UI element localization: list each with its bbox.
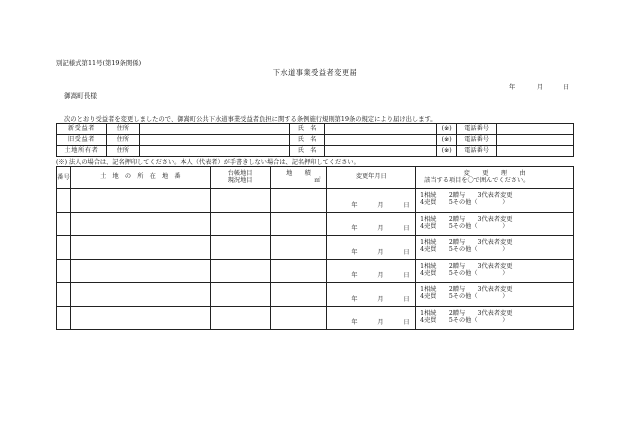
ledger-header-1: 台帳地目 [227,169,253,177]
reason-cell[interactable] [416,259,574,283]
row-number-cell[interactable] [57,283,71,307]
date-day-label: 日 [563,84,570,91]
name-field[interactable] [325,124,437,135]
seal-label: (※) [437,124,457,135]
location-cell[interactable] [70,259,210,283]
persons-table [56,123,574,157]
no-header: 番号 [57,167,71,189]
name-label: 氏 名 [289,135,325,146]
date-year-unit: 年 [351,295,358,303]
area-cell[interactable] [270,259,327,283]
seal-label: (※) [437,146,457,157]
address-label: 住所 [106,124,139,135]
date-month-unit: 月 [377,225,384,233]
ledger-cell[interactable] [210,189,270,213]
reason-options-line1: 1相続 2贈与 3代表者変更 [420,192,513,200]
seal-label: (※) [437,135,457,146]
table-row [57,306,574,330]
phone-field[interactable] [497,135,574,146]
date-year-unit: 年 [351,201,358,209]
name-label: 氏 名 [289,124,325,135]
area-cell[interactable] [270,306,327,330]
area-cell[interactable] [270,283,327,307]
role-label: 土地所有者 [57,146,107,157]
change-date-cell[interactable] [327,189,416,213]
note-text: (※) 法人の場合は、記名押印してください。本人（代表者）が手書きしない場合は、記名押印してください。 [56,159,360,166]
address-field[interactable] [139,124,289,135]
person-row-old [57,135,574,146]
address-field[interactable] [139,135,289,146]
addressee: 御嵩町長様 [64,92,97,100]
row-number-cell[interactable] [57,212,71,236]
intro-text: 次のとおり受益者を変更しましたので、御嵩町公共下水道事業受益者負担に関する条例施行規則第19条の規定により届け出します。 [64,116,437,123]
date-day-unit: 日 [403,295,410,303]
area-cell[interactable] [270,189,327,213]
reason-cell[interactable] [416,212,574,236]
location-cell[interactable] [70,306,210,330]
date-day-unit: 日 [403,201,410,209]
ledger-cell[interactable] [210,236,270,260]
person-row-new [57,124,574,135]
reason-options-line2: 4売買 5その他（ ） [420,246,509,254]
table-row [57,189,574,213]
land-table-header [57,167,574,189]
phone-label: 電話番号 [457,124,497,135]
phone-label: 電話番号 [457,146,497,157]
location-cell[interactable] [70,283,210,307]
date-year-unit: 年 [351,319,358,327]
reason-options-line1: 1相続 2贈与 3代表者変更 [420,239,513,247]
table-row [57,212,574,236]
row-number-cell[interactable] [57,259,71,283]
date-year-unit: 年 [351,248,358,256]
area-unit: ㎡ [314,176,321,184]
reason-options-line1: 1相続 2贈与 3代表者変更 [420,215,513,223]
role-label: 旧受益者 [57,135,107,146]
date-month-unit: 月 [377,295,384,303]
date-year-unit: 年 [351,272,358,280]
change-date-header: 変更年月日 [327,167,416,189]
area-header [270,167,327,189]
reason-header [416,167,574,189]
reason-options-line2: 4売買 5その他（ ） [420,293,509,301]
date-day-unit: 日 [403,272,410,280]
table-row [57,236,574,260]
role-label: 新受益者 [57,124,107,135]
reason-cell[interactable] [416,283,574,307]
date-day-unit: 日 [403,248,410,256]
change-date-cell[interactable] [327,236,416,260]
land-table [56,166,574,330]
reason-cell[interactable] [416,306,574,330]
person-row-owner [57,146,574,157]
area-cell[interactable] [270,236,327,260]
reason-header-title: 変 更 理 由 [463,169,526,177]
row-number-cell[interactable] [57,236,71,260]
area-header-label: 地 積 [286,169,311,177]
name-field[interactable] [325,146,437,157]
date-day-unit: 日 [403,225,410,233]
address-field[interactable] [139,146,289,157]
date-month-unit: 月 [377,248,384,256]
date-year-unit: 年 [351,225,358,233]
change-date-cell[interactable] [327,259,416,283]
location-cell[interactable] [70,236,210,260]
reason-options-line2: 4売買 5その他（ ） [420,222,509,230]
location-cell[interactable] [70,212,210,236]
ledger-header-2: 現況地目 [227,176,253,184]
reason-options-line1: 1相続 2贈与 3代表者変更 [420,309,513,317]
page-title: 下水道事業受益者変更届 [272,68,358,77]
reason-options-line1: 1相続 2贈与 3代表者変更 [420,262,513,270]
reason-options-line2: 4売買 5その他（ ） [420,199,509,207]
date-year-label: 年 [509,84,516,91]
row-number-cell[interactable] [57,306,71,330]
date-month-unit: 月 [377,201,384,209]
address-label: 住所 [106,135,139,146]
date-month-label: 月 [537,84,544,91]
reason-options-line2: 4売買 5その他（ ） [420,316,509,324]
area-cell[interactable] [270,212,327,236]
reason-cell[interactable] [416,236,574,260]
reason-options-line2: 4売買 5その他（ ） [420,269,509,277]
phone-label: 電話番号 [457,135,497,146]
reason-cell[interactable] [416,189,574,213]
address-label: 住所 [106,146,139,157]
date-month-unit: 月 [377,272,384,280]
change-date-cell[interactable] [327,306,416,330]
change-date-cell[interactable] [327,212,416,236]
form-label: 別記様式第11号(第19条関係) [56,59,142,67]
phone-field[interactable] [497,146,574,157]
ledger-cell[interactable] [210,212,270,236]
reason-options-line1: 1相続 2贈与 3代表者変更 [420,286,513,294]
location-cell[interactable] [70,189,210,213]
ledger-cell[interactable] [210,306,270,330]
date-day-unit: 日 [403,319,410,327]
location-header: 土 地 の 所 在 地 番 [70,167,210,189]
ledger-header [210,167,270,189]
ledger-cell[interactable] [210,259,270,283]
land-table-body [57,189,574,330]
row-number-cell[interactable] [57,189,71,213]
table-row [57,259,574,283]
reason-header-sub: 該当する項目を〇で囲んでください。 [424,176,530,184]
name-field[interactable] [325,135,437,146]
table-row [57,283,574,307]
ledger-cell[interactable] [210,283,270,307]
phone-field[interactable] [497,124,574,135]
change-date-cell[interactable] [327,283,416,307]
date-month-unit: 月 [377,319,384,327]
name-label: 氏 名 [289,146,325,157]
